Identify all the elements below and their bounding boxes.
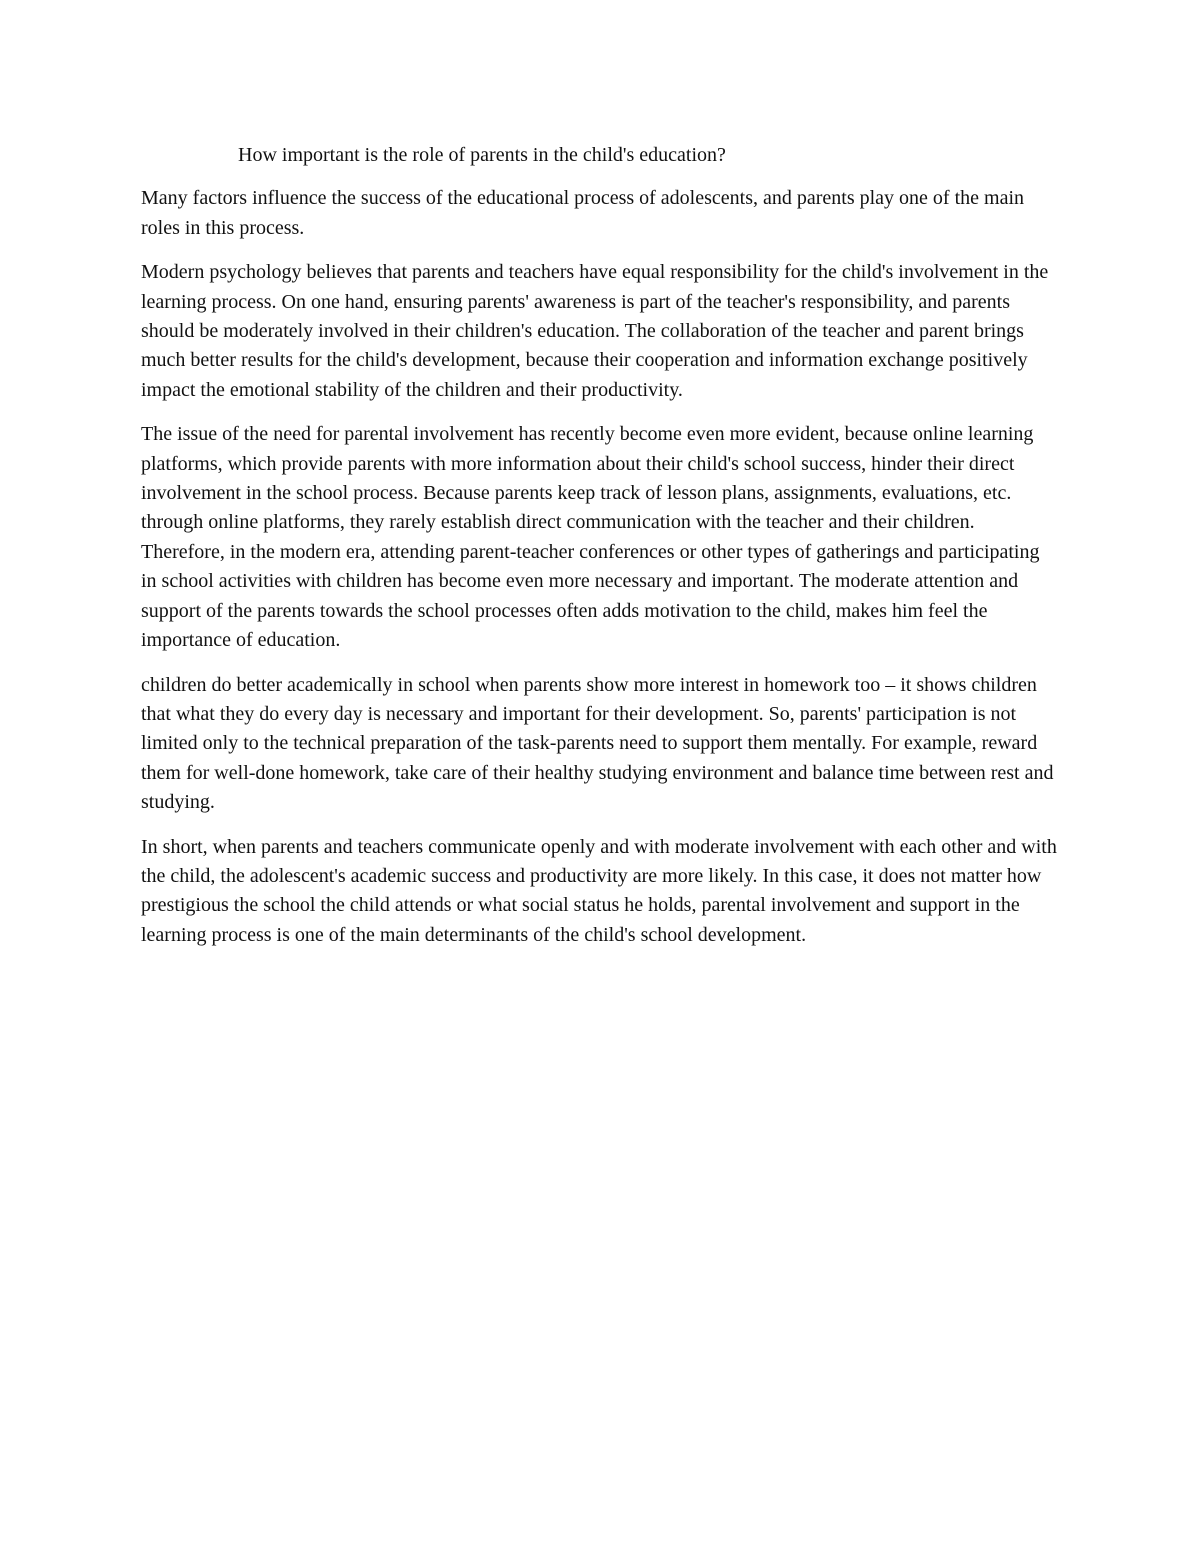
paragraph-intro: Many factors influence the success of the educational process of adolescents, and parents play one of the main roles in this process.: [141, 187, 1025, 239]
document-title: How important is the role of parents in the child's education?: [238, 144, 726, 166]
paragraph-homework: children do better academically in school when parents show more interest in homework too – it shows children that what they do every day is necessary and important for their development. So, parents' participation is not limited only to the technical preparation of the task-parents need to support them mentally. For example, reward them for well-done homework, take care of their healthy studying environment and balance time between rest and studying.: [141, 673, 1054, 814]
document-body: [141, 141, 1059, 965]
paragraph-online-platforms: The issue of the need for parental involvement has recently become even more evident, because online learning platforms, which provide parents with more information about their child's school success, hinder their direct involvement in the school process. Because parents keep track of lesson plans, assignments, evaluations, etc. through online platforms, they rarely establish direct communication with the teacher and their children. Therefore, in the modern era, attending parent-teacher conferences or other types of gatherings and participating in school activities with children has become even more necessary and important. The moderate attention and support of the parents towards the school processes often adds motivation to the child, makes him feel the importance of education.: [141, 423, 1040, 652]
paragraph-conclusion: In short, when parents and teachers communicate openly and with moderate involvement with each other and with the child, the adolescent's academic success and productivity are more likely. In this case, it does not matter how prestigious the school the child attends or what social status he holds, parental involvement and support in the learning process is one of the main determinants of the child's school development.: [141, 835, 1057, 946]
paragraph-psychology: Modern psychology believes that parents and teachers have equal responsibility for the child's involvement in the learning process. On one hand, ensuring parents' awareness is part of the teacher's responsibility, and parents should be moderately involved in their children's education. The collaboration of the teacher and parent brings much better results for the child's development, because their cooperation and information exchange positively impact the emotional stability of the children and their productivity.: [141, 261, 1049, 401]
